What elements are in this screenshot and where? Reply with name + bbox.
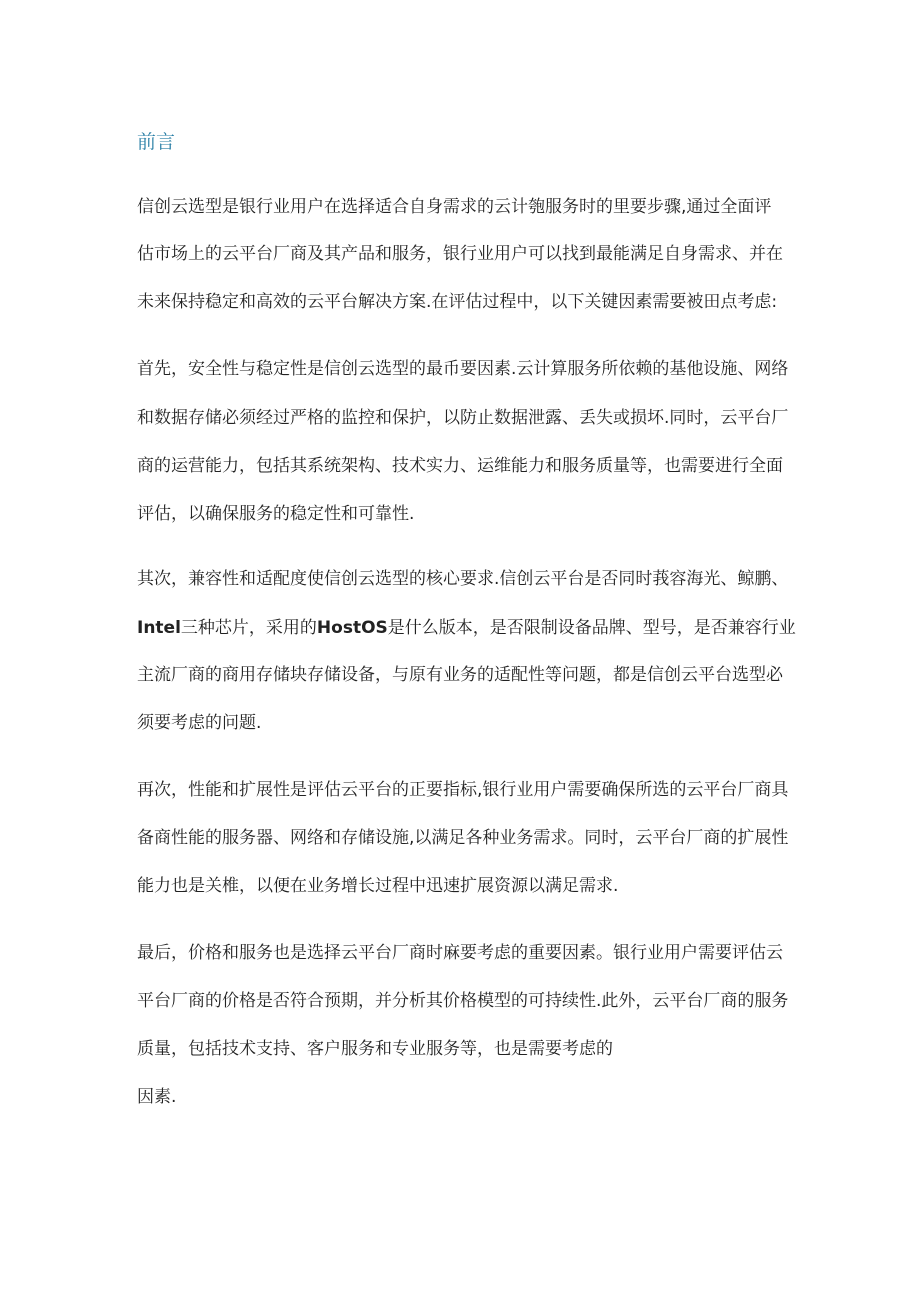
paragraph-line: 最后，价格和服务也是选择云平台厂商时麻要考虑的重要因素。银行业用户需要评估云 xyxy=(137,943,783,963)
page-heading: 前言 xyxy=(137,131,176,153)
paragraph-line: 其次，兼容性和适配度使信创云选型的核心要求.信创云平台是否同时莪容海光、鲸鹏、 xyxy=(137,569,789,589)
paragraph-line: 首先，安全性与稳定性是信创云选型的最币要因素.云计算服务所依赖的基他设施、网络 xyxy=(137,359,789,379)
paragraph-line: 再次，性能和扩展性是评估云平台的正要指标,银行业用户需要确保所选的云平台厂商具 xyxy=(137,780,789,800)
paragraph-line: 平台厂商的价格是否符合预期，并分析其价格模型的可持续性.此外，云平台厂商的服务 xyxy=(137,991,789,1011)
paragraph-line-mixed xyxy=(137,614,796,642)
bold-term-hostos: HostOS xyxy=(316,618,388,638)
paragraph-line: 备商性能的服务器、网络和存储设施,以满足各种业务需求。同时，云平台厂商的扩展性 xyxy=(137,828,789,848)
paragraph-line: 因素. xyxy=(137,1087,177,1107)
paragraph-line: 评估，以确保服务的稳定性和可靠性. xyxy=(137,504,415,524)
bold-term-intel: Intel xyxy=(137,618,181,638)
paragraph-line: 须要考虑的问题. xyxy=(137,713,262,733)
paragraph-line: 和数据存储必须经过严格的监控和保护，以防止数据泄露、丢失或损坏.同时，云平台厂 xyxy=(137,408,789,428)
paragraph-line: 估市场上的云平台厂商及其产品和服务，银行业用户可以找到最能满足自身需求、并在 xyxy=(137,244,783,264)
paragraph-line: 商的运营能力，包括其系统架构、技术实力、运维能力和服务质量等，也需要进行全面 xyxy=(137,456,783,476)
paragraph-line: 能力也是关椎，以便在业务增长过程中迅速扩展资源以满足需求. xyxy=(137,876,619,896)
paragraph-line: 质量，包括技术支持、客户服务和专业服务等，也是需要考虑的 xyxy=(137,1039,613,1059)
paragraph-line: 主流厂商的商用存储块存储设备，与原有业务的适配性等问题，都是信创云平台选型必 xyxy=(137,665,783,685)
paragraph-line: 信创云选型是银行业用户在选择适合自身需求的云计匏服务时的里要步骤,通过全面评 xyxy=(137,197,772,217)
paragraph-line: 未来保持稳定和高效的云平台解决方案.在评估过程中，以下关键因素需要被田点考虑: xyxy=(137,292,778,312)
line-segment: 三种芯片，采用的 xyxy=(180,618,317,638)
line-segment: 是什么版本，是否限制设备品牌、型号，是否兼容行业 xyxy=(387,618,796,638)
